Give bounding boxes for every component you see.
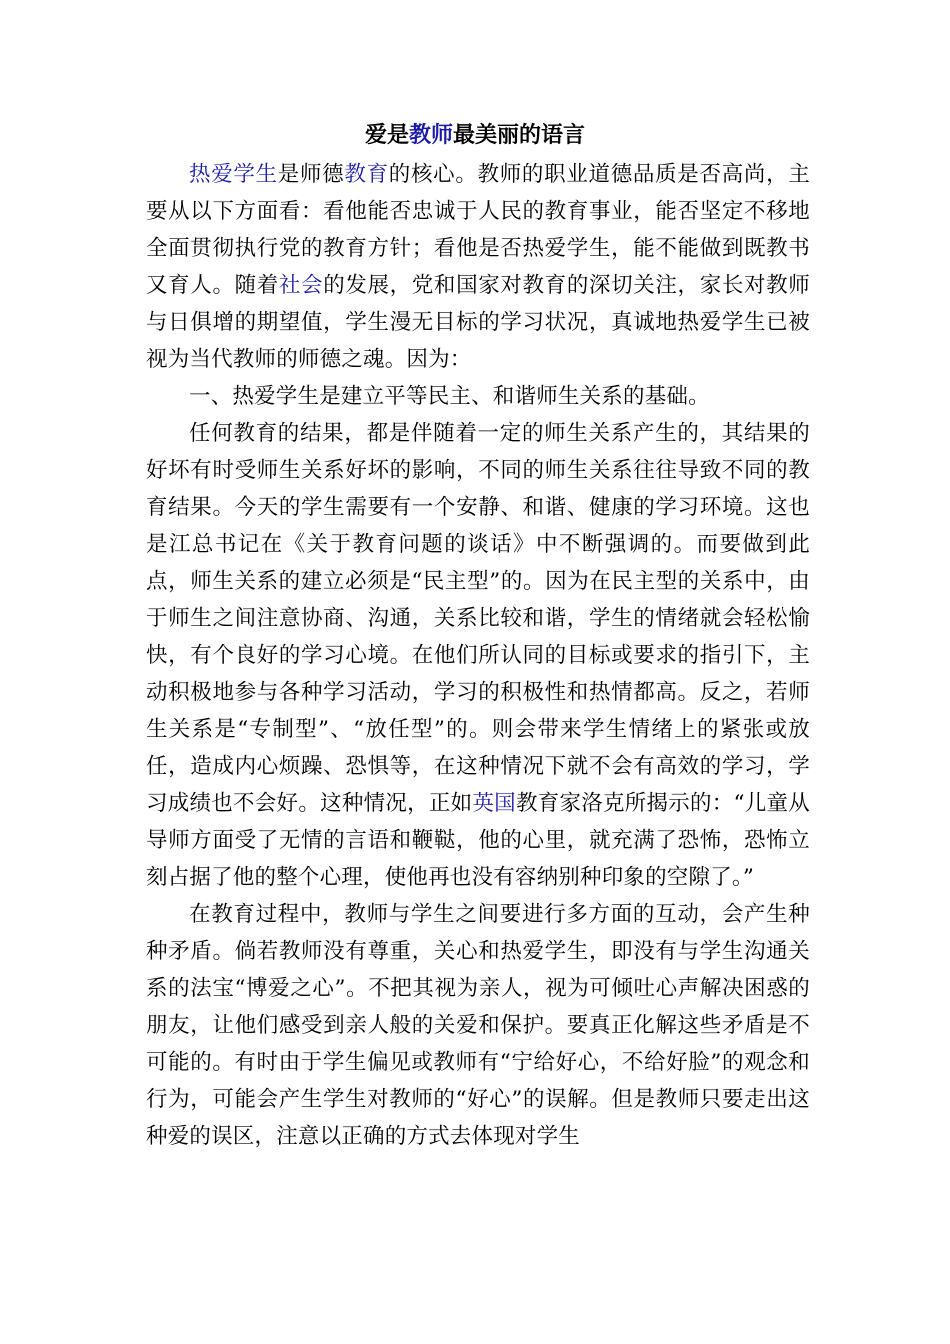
- title-link-teacher[interactable]: 教师: [408, 122, 453, 148]
- paragraph-1: [146, 156, 810, 378]
- title-text-pre: 爱是: [364, 122, 409, 148]
- title-text-post: 最美丽的语言: [453, 122, 586, 148]
- document-title: [0, 120, 950, 150]
- paragraph-1-text-f: 的发展，党和国家对教育的深切关注，家长对教师与日俱增的期望值，学生漫无目标的学习状况，真诚地热爱学生已被视为当代教师的师德之魂。因为：: [146, 273, 810, 372]
- document-body: [146, 156, 810, 1155]
- paragraph-4: 在教育过程中，教师与学生之间要进行多方面的互动，会产生种种矛盾。倘若教师没有尊重，关心和热爱学生，即没有与学生沟通关系的法宝“博爱之心”。不把其视为亲人，视为可倾吐心声解决困惑的朋友，让他们感受到亲人般的关爱和保护。要真正化解这些矛盾是不可能的。有时由于学生偏见或教师有“宁给好心，不给好脸”的观念和行为，可能会产生学生对教师的“好心”的误解。但是教师只要走出这种爱的误区，注意以正确的方式去体现对学生: [146, 902, 810, 1149]
- link-society[interactable]: 社会: [278, 273, 324, 298]
- paragraph-3: [146, 415, 810, 896]
- paragraph-2-heading: 一、热爱学生是建立平等民主、和谐师生关系的基础。: [189, 384, 710, 409]
- paragraph-1-text-b: 是师德: [277, 162, 345, 187]
- paragraph-3-text-a: 任何教育的结果，都是伴随着一定的师生关系产生的，其结果的好坏有时受师生关系好坏的影响，不同的师生关系往往导致不同的教育结果。今天的学生需要有一个安静、和谐、健康的学习环境。这也是江总书记在《关于教育问题的谈话》中不断强调的。而要做到此点，师生关系的建立必须是“民主型”的。因为在民主型的关系中，由于师生之间注意协商、沟通，关系比较和谐，学生的情绪就会轻松愉快，有个良好的学习心境。在他们所认同的目标或要求的指引下，主动积极地参与各种学习活动，学习的积极性和热情都高。反之，若师生关系是“专制型”、“放任型”的。则会带来学生情绪上的紧张或放任，造成内心烦躁、恐惧等，在这种情况下就不会有高效的学习，学习成绩也不会好。这种情况，正如: [146, 421, 810, 816]
- paragraph-3-text-c: 教育家洛克所揭示的：“儿童从导师方面受了无情的言语和鞭鞑，他的心里，就充满了恐怖，恐怖立刻占据了他的整个心理，使他再也没有容纳别种印象的空隙了。”: [146, 791, 811, 890]
- link-education[interactable]: 教育: [344, 162, 389, 187]
- link-britain[interactable]: 英国: [472, 791, 516, 816]
- paragraph-1-text-d: 的核心。教师的职业道德品质是否高尚，主要从以下方面看：看他能否忠诚于人民的教育事业，能否坚定不移地全面贯彻执行党的教育方针；看他是否热爱学生，能不能做到既教书又育人。随着: [146, 162, 810, 298]
- link-love-students[interactable]: 热爱学生: [189, 162, 278, 187]
